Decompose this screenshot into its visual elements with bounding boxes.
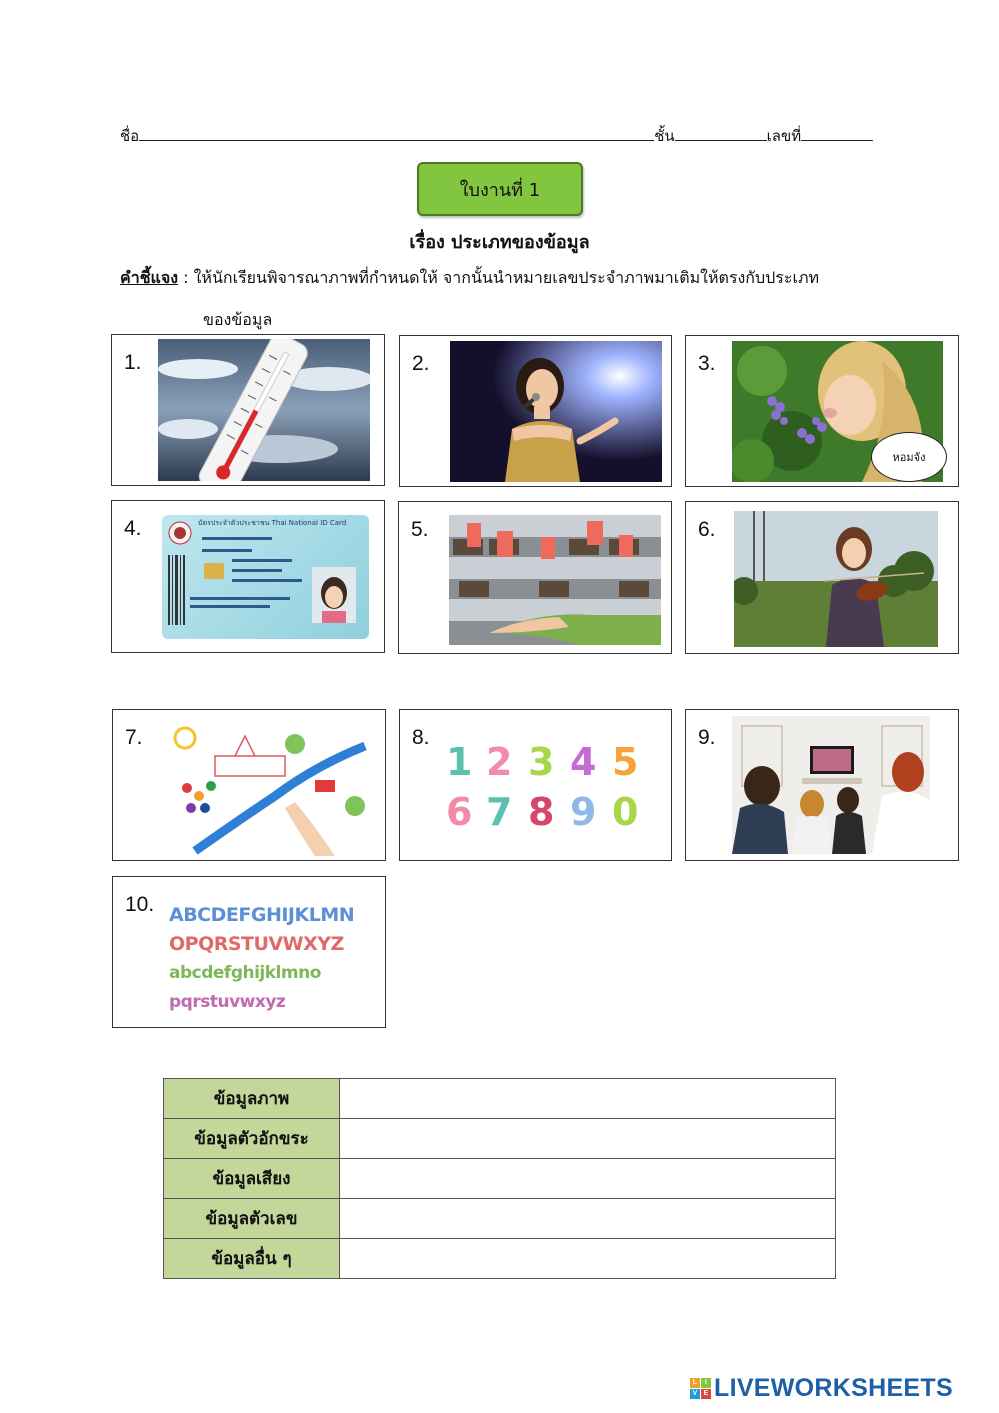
- colorful-alphabet-image: [169, 901, 379, 1021]
- card-number: 6.: [698, 518, 716, 541]
- table-row: [164, 1199, 836, 1239]
- id-card-title: บัตรประจำตัวประชาชน Thai National ID Card: [198, 519, 347, 527]
- card-number: 1.: [124, 351, 142, 374]
- svg-text:4: 4: [570, 740, 597, 784]
- card-number: 7.: [125, 726, 143, 749]
- number-blank[interactable]: [801, 126, 873, 141]
- card-number: 4.: [124, 517, 142, 540]
- liveworksheets-logo-icon: L I V E: [690, 1378, 711, 1399]
- svg-text:6: 6: [446, 790, 473, 834]
- picture-card-6: [685, 501, 959, 654]
- picture-card-8: [399, 709, 672, 861]
- family-watching-tv-image: [732, 716, 930, 854]
- thai-national-id-card-image: [162, 515, 369, 639]
- answer-cell[interactable]: [340, 1159, 836, 1199]
- picture-card-4: [111, 500, 385, 653]
- price-tags-on-shelf-image: [449, 515, 661, 645]
- singer-with-microphone-image: [450, 341, 662, 482]
- answer-cell[interactable]: [340, 1199, 836, 1239]
- table-row: [164, 1079, 836, 1119]
- card-number: 10.: [125, 893, 155, 916]
- liveworksheets-brand: [690, 1374, 953, 1403]
- alphabet-row-3: abcdefghijklmno: [169, 963, 321, 983]
- svg-text:9: 9: [570, 790, 597, 834]
- name-label: ชื่อ: [120, 127, 140, 145]
- student-info-line: [120, 124, 873, 148]
- picture-card-10: [112, 876, 386, 1028]
- instruction: [120, 266, 819, 291]
- picture-card-5: [398, 501, 672, 654]
- child-painting-image: [165, 716, 377, 856]
- svg-text:7: 7: [486, 790, 513, 834]
- table-row: [164, 1119, 836, 1159]
- answer-cell[interactable]: [340, 1119, 836, 1159]
- row-label: ข้อมูลอื่น ๆ: [164, 1239, 340, 1279]
- table-row: [164, 1239, 836, 1279]
- alphabet-row-4: pqrstuvwxyz: [169, 992, 286, 1012]
- speech-bubble: หอมจัง: [871, 432, 947, 482]
- name-blank[interactable]: [139, 126, 654, 141]
- colorful-numbers-image: [444, 735, 656, 835]
- alphabet-row-2: OPQRSTUVWXYZ: [169, 933, 344, 955]
- answer-table: [163, 1078, 836, 1279]
- card-number: 3.: [698, 352, 716, 375]
- picture-card-9: [685, 709, 959, 861]
- answer-cell[interactable]: [340, 1079, 836, 1119]
- svg-text:3: 3: [528, 740, 555, 784]
- card-number: 8.: [412, 726, 430, 749]
- card-number: 5.: [411, 518, 429, 541]
- woman-playing-violin-image: [734, 511, 938, 647]
- row-label: ข้อมูลตัวเลข: [164, 1199, 340, 1239]
- instruction-text: : ให้นักเรียนพิจารณาภาพที่กำหนดให้ จากนั้นนำหมายเลขประจำภาพมาเติมให้ตรงกับประเภท: [178, 268, 820, 287]
- alphabet-row-1: ABCDEFGHIJKLMN: [169, 904, 355, 926]
- number-label: เลขที่: [766, 127, 802, 145]
- picture-card-7: [112, 709, 386, 861]
- svg-text:5: 5: [612, 740, 639, 784]
- svg-text:0: 0: [612, 790, 639, 834]
- svg-text:2: 2: [486, 740, 513, 784]
- table-row: [164, 1159, 836, 1199]
- class-label: ชั้น: [654, 127, 675, 145]
- thermometer-in-ice-image: [158, 339, 370, 481]
- picture-card-2: [399, 335, 672, 487]
- worksheet-title: ใบงานที่ 1: [417, 162, 583, 216]
- answer-cell[interactable]: [340, 1239, 836, 1279]
- row-label: ข้อมูลเสียง: [164, 1159, 340, 1199]
- card-number: 2.: [412, 352, 430, 375]
- svg-text:1: 1: [446, 740, 473, 784]
- svg-text:8: 8: [528, 790, 555, 834]
- class-blank[interactable]: [675, 126, 767, 141]
- worksheet-subtitle: เรื่อง ประเภทของข้อมูล: [409, 232, 590, 253]
- instruction-text-continued: ของข้อมูล: [203, 310, 273, 329]
- row-label: ข้อมูลภาพ: [164, 1079, 340, 1119]
- instruction-label: คำชี้แจง: [120, 268, 179, 287]
- card-number: 9.: [698, 726, 716, 749]
- row-label: ข้อมูลตัวอักขระ: [164, 1119, 340, 1159]
- picture-card-3: [685, 335, 959, 487]
- brand-name: LIVEWORKSHEETS: [714, 1374, 953, 1402]
- picture-card-1: [111, 334, 385, 486]
